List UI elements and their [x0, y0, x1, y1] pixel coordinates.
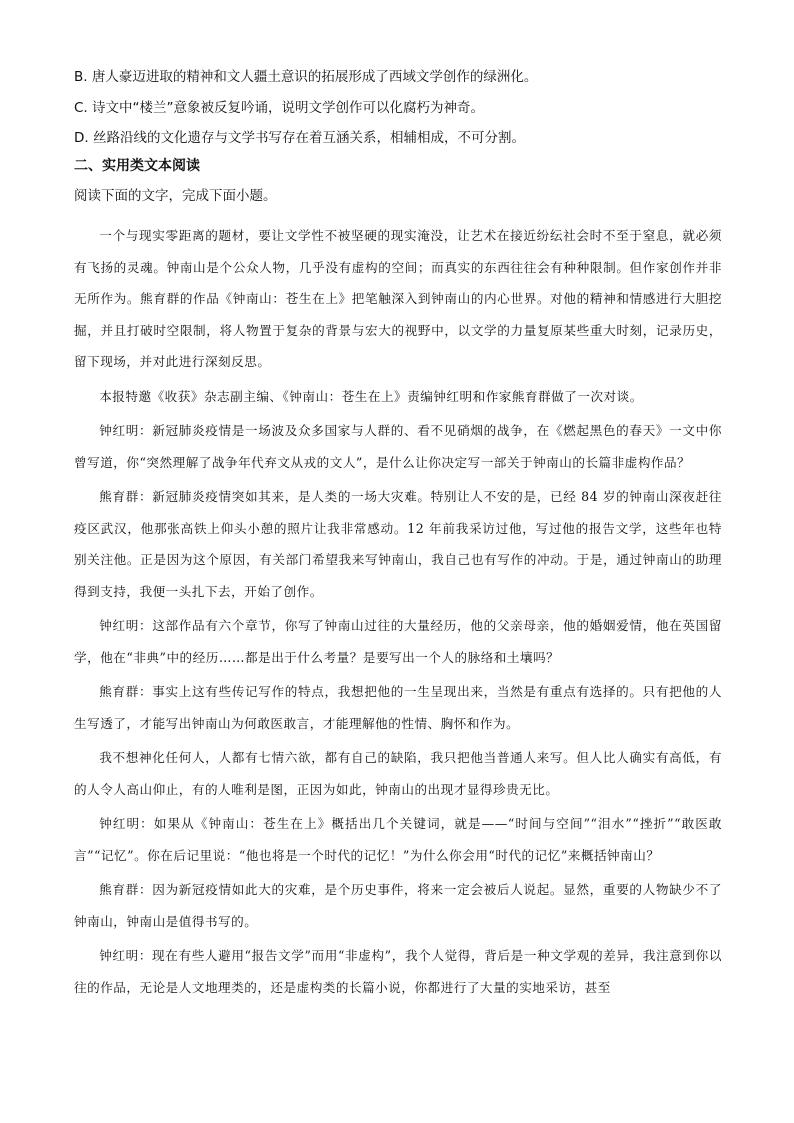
passage-paragraph-4: 熊育群：新冠肺炎疫情突如其来，是人类的一场大灾难。特别让人不安的是，已经 84 岁的钟南山深夜赶往疫区武汉，他那张高铁上仰头小憩的照片让我非常感动。12 年前我采访过他，写过他的报告文学，这些年也特别关注他。正是因为这个原因，有关部门希望我来写钟南山，我自己也有写作的冲动。于是，通过钟南山的助理得到支持，我便一头扎下去，开始了创作。 [74, 489, 722, 599]
passage-paragraph-9: 熊育群：因为新冠疫情如此大的灾难，是个历史事件，将来一定会被后人说起。显然，重要的人物缺少不了钟南山，钟南山是值得书写的。 [74, 882, 722, 929]
reading-passage [74, 220, 722, 1006]
option-d: D. 丝路沿线的文化遗存与文学书写存在着互涵关系，相辅相成，不可分割。 [74, 130, 525, 146]
passage-paragraph-5: 钟红明：这部作品有六个章节，你写了钟南山过往的大量经历，他的父亲母亲，他的婚姻爱情，他在英国留学，他在“非典”中的经历……都是出于什么考量？是要写出一个人的脉络和土壤吗？ [74, 618, 722, 665]
passage-paragraph-8: 钟红明：如果从《钟南山：苍生在上》概括出几个关键词，就是——“时间与空间”“泪水”“挫折”“敢医敢言”“记忆”。你在后记里说：“他也将是一个时代的记忆！”为什么你会用“时代的记忆”来概括钟南山？ [74, 816, 722, 863]
option-b: B. 唐人豪迈进取的精神和文人疆土意识的拓展形成了西域文学创作的绿洲化。 [74, 69, 538, 85]
passage-paragraph-3: 钟红明：新冠肺炎疫情是一场波及众多国家与人群的、看不见硝烟的战争，在《燃起黑色的春天》一文中你曾写道，你“突然理解了战争年代弃文从戎的文人”，是什么让你决定写一部关于钟南山的长篇非虚构作品？ [74, 423, 722, 470]
passage-paragraph-6: 熊育群：事实上这有些传记写作的特点，我想把他的一生呈现出来，当然是有重点有选择的。只有把他的人生写透了，才能写出钟南山为何敢医敢言，才能理解他的性情、胸怀和作为。 [74, 684, 722, 731]
passage-paragraph-1: 一个与现实零距离的题材，要让文学性不被坚硬的现实淹没，让艺术在接近纷纭社会时不至于窒息，就必须有飞扬的灵魂。钟南山是个公众人物，几乎没有虚构的空间；而真实的东西往往会有种种限制。但作家创作并非无所作为。熊育群的作品《钟南山：苍生在上》把笔触深入到钟南山的内心世界。对他的精神和情感进行大胆挖掘，并且打破时空限制，将人物置于复杂的背景与宏大的视野中，以文学的力量复原某些重大时刻，记录历史，留下现场，并对此进行深刻反思。 [74, 228, 722, 369]
section-instruction: 阅读下面的文字，完成下面小题。 [74, 188, 277, 204]
option-c: C. 诗文中“楼兰”意象被反复吟诵，说明文学创作可以化腐朽为神奇。 [74, 100, 484, 116]
passage-paragraph-7: 我不想神化任何人，人都有七情六欲，都有自己的缺陷，我只把他当普通人来写。但人比人确实有高低，有的人令人高山仰止，有的人唯利是图，正因为如此，钟南山的出现才显得珍贵无比。 [74, 750, 722, 797]
section-title: 二、实用类文本阅读 [74, 158, 200, 174]
passage-paragraph-2: 本报特邀《收获》杂志副主编、《钟南山：苍生在上》责编钟红明和作家熊育群做了一次对谈。 [99, 388, 643, 404]
passage-paragraph-10: 钟红明：现在有些人避用“报告文学”而用“非虚构”，我个人觉得，背后是一种文学观的差异，我注意到你以往的作品，无论是人文地理类的，还是虚构类的长篇小说，你都进行了大量的实地采访，甚至 [74, 948, 722, 995]
